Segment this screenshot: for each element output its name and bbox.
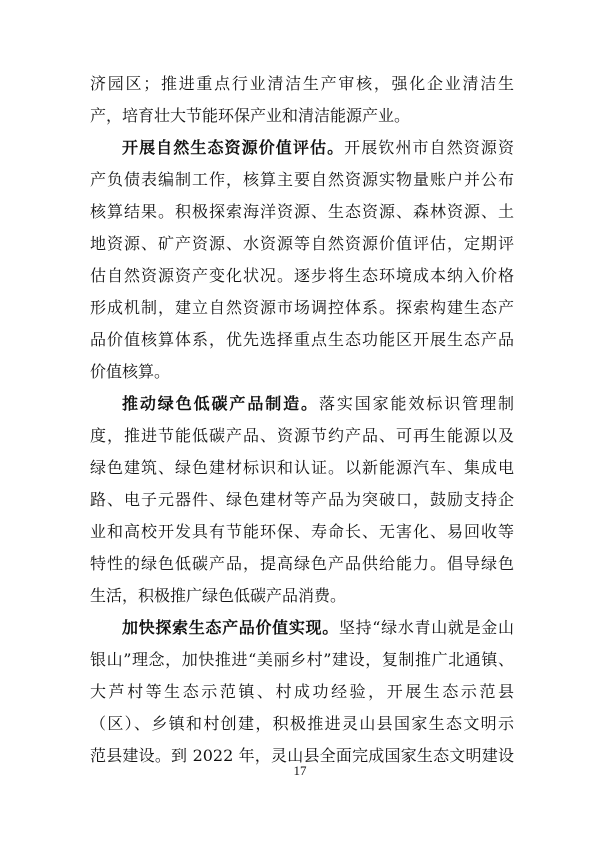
- paragraph-first-text: 落实国家能效标识管理制: [318, 394, 514, 413]
- text-line: 核算结果。积极探索海洋资源、生态资源、森林资源、土: [90, 202, 514, 221]
- text-line: 业和高校开发具有节能环保、寿命长、无害化、易回收等: [90, 522, 514, 541]
- text-line: 价值核算。: [90, 362, 171, 381]
- text-line: 范县建设。到 2022 年，灵山县全面完成国家生态文明建设: [90, 746, 514, 765]
- document-body: [90, 68, 514, 772]
- paragraph-heading: 推动绿色低碳产品制造。: [122, 394, 319, 413]
- text-line: 特性的绿色低碳产品，提高绿色产品供给能力。倡导绿色: [90, 554, 514, 573]
- text-line: 度，推进节能低碳产品、资源节约产品、可再生能源以及: [90, 426, 514, 445]
- paragraph-first-line: [90, 388, 514, 420]
- text-line: 产负债表编制工作，核算主要自然资源实物量账户并公布: [90, 170, 514, 189]
- page-number: 17: [293, 763, 307, 778]
- text-line: 绿色建筑、绿色建材标识和认证。以新能源汽车、集成电: [90, 458, 514, 477]
- paragraph-ecological-product-value: [90, 612, 514, 772]
- paragraph-heading: 开展自然生态资源价值评估。: [122, 138, 345, 157]
- text-line: 形成机制，建立自然资源市场调控体系。探索构建生态产: [90, 298, 514, 317]
- paragraph-first-text: 坚持“绿水青山就是金山: [338, 618, 514, 637]
- text-line: 产，培育壮大节能环保产业和清洁能源产业。: [90, 106, 411, 125]
- paragraph-clean-production: [90, 68, 514, 132]
- text-line: 品价值核算体系，优先选择重点生态功能区开展生态产品: [90, 330, 514, 349]
- paragraph-natural-resource-valuation: [90, 132, 514, 388]
- text-line: 银山”理念，加快推进“美丽乡村”建设，复制推广北通镇、: [90, 650, 514, 669]
- text-line: 地资源、矿产资源、水资源等自然资源价值评估，定期评: [90, 234, 514, 253]
- paragraph-heading: 加快探索生态产品价值实现。: [122, 618, 339, 637]
- text-line: （区）、乡镇和村创建，积极推进灵山县国家生态文明示: [90, 714, 514, 733]
- text-line: 济园区；推进重点行业清洁生产审核，强化企业清洁生: [90, 74, 514, 93]
- text-line: 估自然资源资产变化状况。逐步将生态环境成本纳入价格: [90, 266, 514, 285]
- paragraph-first-line: [90, 612, 514, 644]
- text-line: 生活，积极推广绿色低碳产品消费。: [90, 586, 347, 605]
- paragraph-first-line: [90, 132, 514, 164]
- paragraph-first-text: 开展钦州市自然资源资: [344, 138, 514, 157]
- text-line: 路、电子元器件、绿色建材等产品为突破口，鼓励支持企: [90, 490, 514, 509]
- paragraph-green-low-carbon-products: [90, 388, 514, 612]
- text-line: 大芦村等生态示范镇、村成功经验，开展生态示范县: [90, 682, 514, 701]
